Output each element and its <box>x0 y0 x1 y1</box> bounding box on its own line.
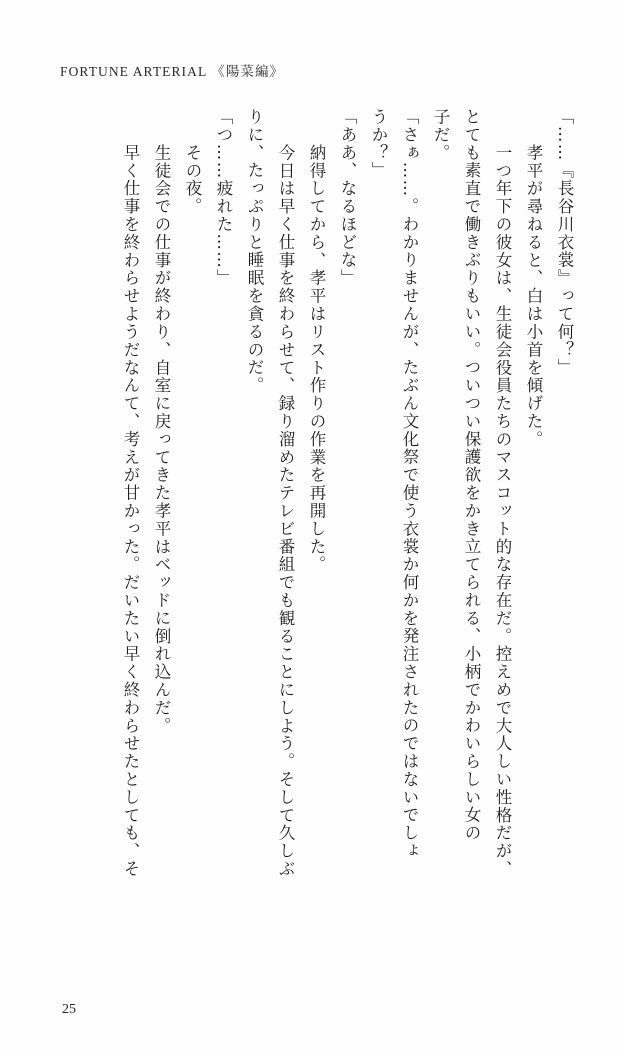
text-column: うか？」 <box>369 108 388 180</box>
text-column: 納得してから、孝平はリスト作りの作業を再開した。 <box>307 126 326 574</box>
text-column: 早く仕事を終わらせようだなんて、考えが甘かった。だいたい早く終わらせたとしても、そ <box>121 126 140 878</box>
text-column: 「ああ、なるほどな」 <box>338 108 357 288</box>
text-column: とても素直で働きぶりもいい。ついつい保護欲をかき立てられる、小柄でかわいらしい女の <box>462 108 481 843</box>
text-column: 「……『長谷川衣裳』って何？」 <box>555 108 574 377</box>
page-number: 25 <box>62 1002 76 1017</box>
text-column: 「つ……疲れた……」 <box>214 108 233 288</box>
text-column: 「さぁ……。わかりませんが、たぶん文化祭で使う衣裳か何かを発注されたのではないでしょ <box>400 108 419 860</box>
text-column: りに、たっぷりと睡眠を貪るのだ。 <box>245 108 264 395</box>
text-column: 今日は早く仕事を終わらせて、録り溜めたテレビ番組でも観ることにしよう。そして久しぶ <box>276 126 295 878</box>
text-column: その夜。 <box>183 126 202 216</box>
text-column: 生徒会での仕事が終わり、自室に戻ってきた孝平はベッドに倒れ込んだ。 <box>152 126 171 735</box>
vertical-text-body <box>52 108 572 953</box>
text-column: 一つ年下の彼女は、生徒会役員たちのマスコット的な存在だ。控えめで大人しい性格だが、 <box>493 126 512 878</box>
running-head: FORTUNE ARTERIAL 《陽菜編》 <box>60 64 285 79</box>
text-column: 孝平が尋ねると、白は小首を傾げた。 <box>524 126 543 449</box>
text-column: 子だ。 <box>431 108 450 162</box>
